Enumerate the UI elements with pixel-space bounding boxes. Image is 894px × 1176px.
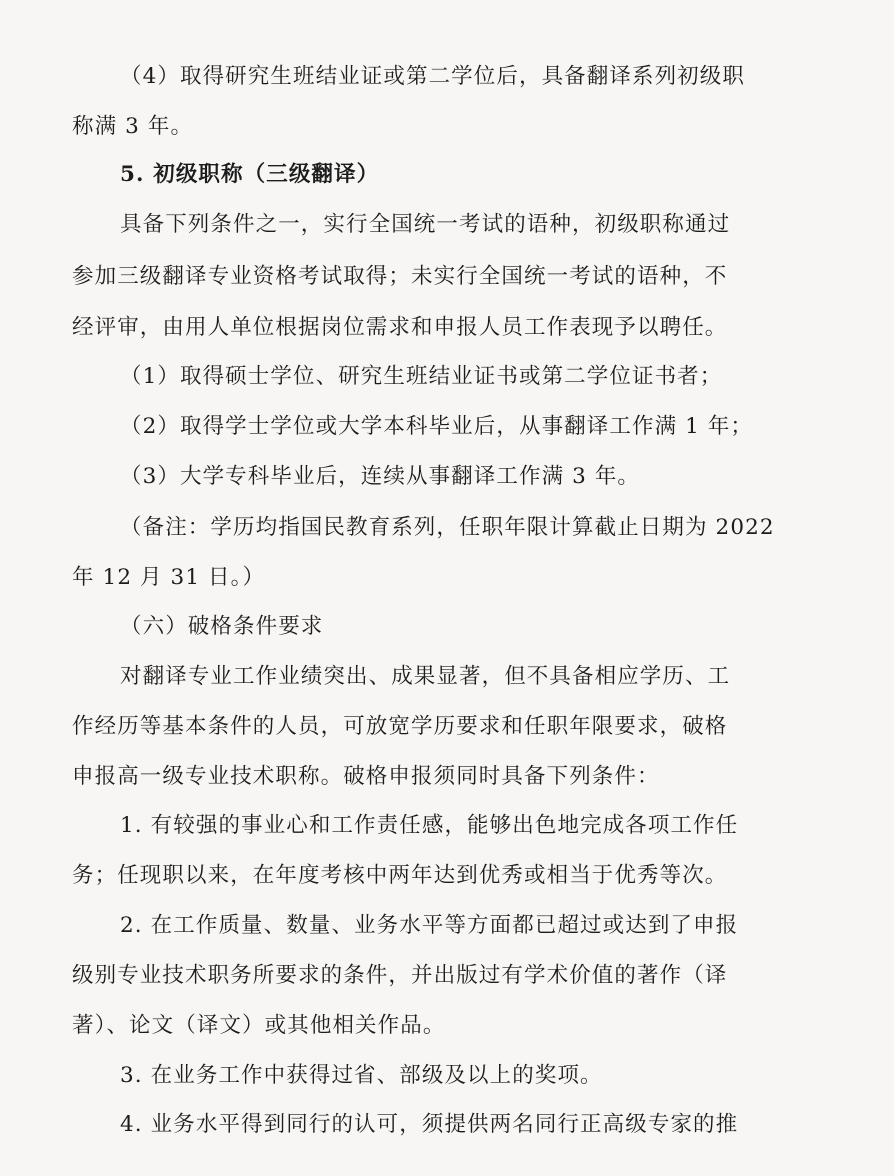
text-line: （1）取得硕士学位、研究生班结业证书或第二学位证书者； — [120, 364, 723, 389]
text-line: （备注：学历均指国民教育系列，任职年限计算截止日期为 2022 — [120, 515, 775, 540]
text-line: 级别专业技术职务所要求的条件，并出版过有学术价值的著作（译 — [72, 963, 728, 988]
text-line: （3）大学专科毕业后，连续从事翻译工作满 3 年。 — [120, 464, 641, 489]
text-line: （4）取得研究生班结业证或第二学位后，具备翻译系列初级职 — [120, 64, 745, 89]
text-line: 对翻译专业工作业绩突出、成果显著，但不具备相应学历、工 — [120, 664, 731, 689]
text-line: 4. 业务水平得到同行的认可，须提供两名同行正高级专家的推 — [120, 1112, 739, 1137]
text-line: 经评审，由用人单位根据岗位需求和申报人员工作表现予以聘任。 — [72, 315, 728, 340]
section-heading: 5. 初级职称（三级翻译） — [120, 162, 380, 187]
text-line: 具备下列条件之一，实行全国统一考试的语种，初级职称通过 — [120, 212, 731, 237]
section-heading: （六）破格条件要求 — [120, 614, 324, 639]
text-line: 著）、论文（译文）或其他相关作品。 — [72, 1013, 446, 1038]
text-line: （2）取得学士学位或大学本科毕业后，从事翻译工作满 1 年； — [120, 414, 754, 439]
text-line: 参加三级翻译专业资格考试取得；未实行全国统一考试的语种，不 — [72, 264, 728, 289]
text-line: 年 12 月 31 日。） — [72, 565, 266, 590]
text-line: 务；任现职以来，在年度考核中两年达到优秀或相当于优秀等次。 — [72, 863, 728, 888]
text-line: 2. 在工作质量、数量、业务水平等方面都已超过或达到了申报 — [120, 913, 739, 938]
text-line: 称满 3 年。 — [72, 114, 194, 139]
text-line: 申报高一级专业技术职称。破格申报须同时具备下列条件： — [72, 764, 660, 789]
text-line: 3. 在业务工作中获得过省、部级及以上的奖项。 — [120, 1063, 603, 1088]
text-line: 1. 有较强的事业心和工作责任感，能够出色地完成各项工作任 — [120, 813, 739, 838]
text-line: 作经历等基本条件的人员，可放宽学历要求和任职年限要求，破格 — [72, 714, 728, 739]
